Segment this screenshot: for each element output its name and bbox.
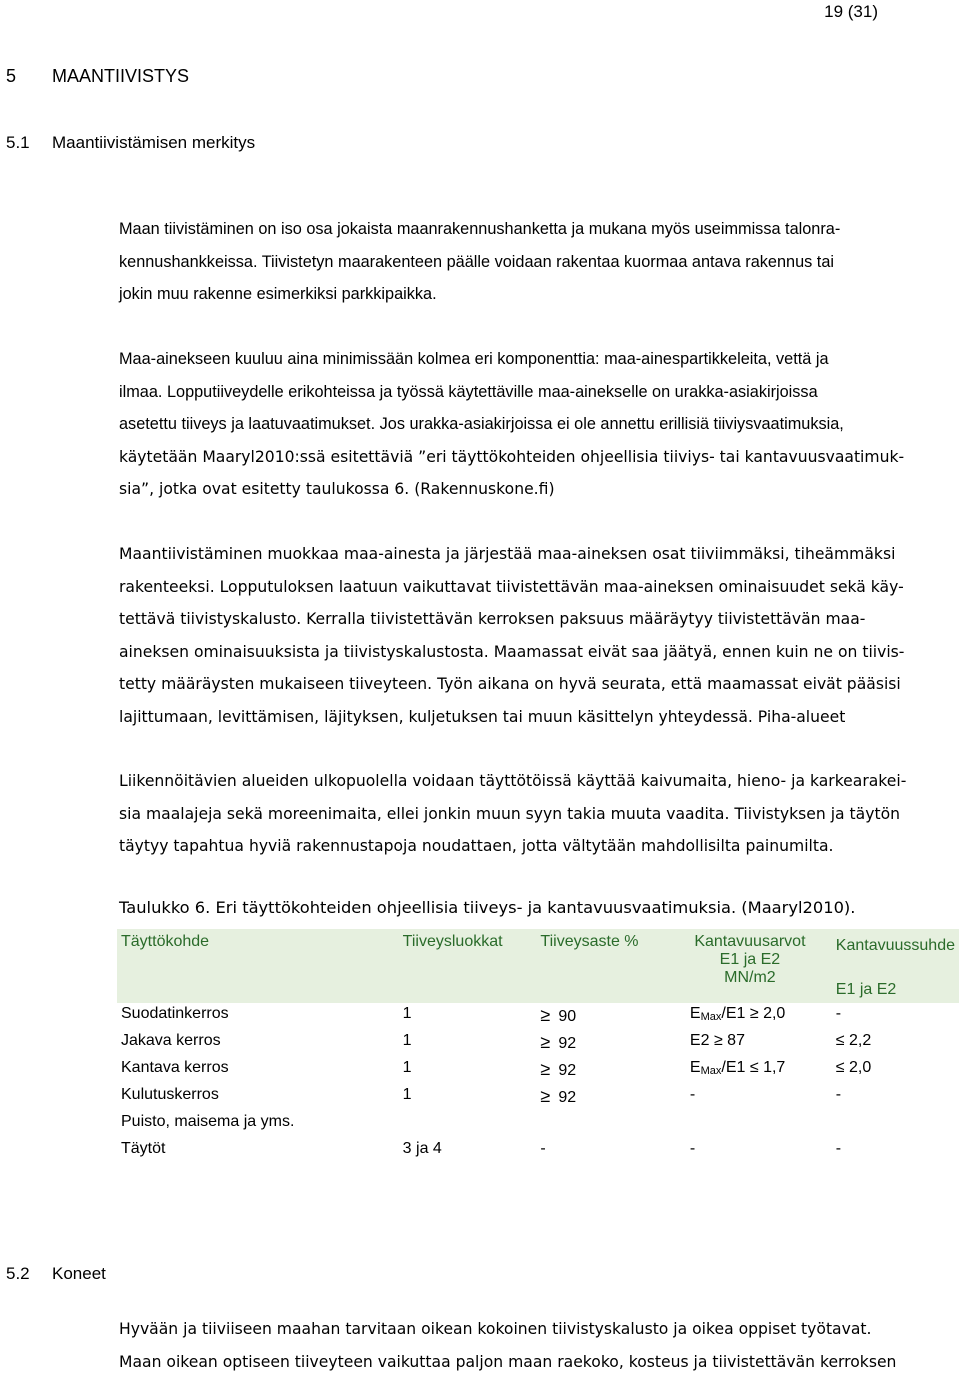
section-heading xyxy=(6,66,189,87)
table-caption: Taulukko 6. Eri täyttökohteiden ohjeellisia tiiveys- ja kantavuusvaatimuksia. (Maaryl2010). xyxy=(119,898,855,917)
text-line: Maantiivistäminen muokkaa maa-ainesta ja järjestää maa-aineksen osat tiiviimmäksi, tiheämmäksi xyxy=(119,538,919,571)
ge-symbol: ≥ xyxy=(540,1059,550,1079)
table-header-row xyxy=(117,929,959,1003)
k-sub: Max xyxy=(701,1011,722,1023)
text-line: tetty määräysten mukaiseen tiiveyteen. Työn aikana on hyvä seurata, että maamassat eivät pääsisi xyxy=(119,668,919,701)
subsection-number: 5.2 xyxy=(6,1264,52,1284)
header-kantavuusarvot-line2: E1 ja E2 xyxy=(690,951,810,969)
text-line: sia maalajeja sekä moreenimaita, ellei jonkin muun syyn takia muuta vaadita. Tiivistyksen ja täytön xyxy=(119,798,919,831)
cell-kohde: Kulutuskerros xyxy=(117,1084,399,1111)
cell-luokka: 3 ja 4 xyxy=(399,1138,537,1165)
text-line: käytetään Maaryl2010:ssä esitettäviä ”eri täyttökohteiden ohjeellisia tiiviys- tai kantavuusvaatimuk- xyxy=(119,441,919,474)
header-kantavuussuhde xyxy=(832,929,959,1003)
text-line: Maan tiivistäminen on iso osa jokaista maanrakennushanketta ja mukana myös useimmissa talonra- xyxy=(119,213,919,246)
paragraph-3 xyxy=(119,538,919,733)
cell-suhde: - xyxy=(832,1084,959,1111)
cell-aste xyxy=(536,1084,686,1111)
text-line: aineksen ominaisuuksista ja tiivistyskalustosta. Maamassat eivät saa jäätyä, ennen kuin ne on tiivis- xyxy=(119,636,919,669)
aste-value: 90 xyxy=(558,1008,576,1025)
cell-kantavuus xyxy=(686,1057,832,1084)
cell-suhde: ≤ 2,2 xyxy=(832,1030,959,1057)
subsection-title: Maantiivistämisen merkitys xyxy=(52,133,255,152)
cell-luokka xyxy=(399,1111,537,1138)
text-line: rakenteeksi. Lopputuloksen laatuun vaikuttavat tiivistettävän maa-aineksen ominaisuudet sekä käy- xyxy=(119,571,919,604)
cell-aste xyxy=(536,1030,686,1057)
page-number: 19 (31) xyxy=(824,2,878,22)
cell-aste: - xyxy=(536,1138,686,1165)
cell-kohde: Puisto, maisema ja yms. xyxy=(117,1111,399,1138)
cell-aste xyxy=(536,1057,686,1084)
text-line: jokin muu rakenne esimerkiksi parkkipaikka. xyxy=(119,278,919,311)
section-number: 5 xyxy=(6,66,52,87)
text-line: Maan oikean optiseen tiiveyteen vaikuttaa paljon maan raekoko, kosteus ja tiivistettävän kerroksen xyxy=(119,1346,919,1378)
requirements-table xyxy=(117,929,959,1165)
header-tiiveysluokat: Tiiveysluokkat xyxy=(399,929,537,1003)
aste-value: 92 xyxy=(558,1035,576,1052)
header-kantavuusarvot-line1: Kantavuusarvot xyxy=(690,933,810,951)
cell-luokka: 1 xyxy=(399,1003,537,1030)
header-tiiveysaste: Tiiveysaste % xyxy=(536,929,686,1003)
k-main: E xyxy=(690,1059,701,1076)
k-main: - xyxy=(690,1086,695,1103)
ge-symbol: ≥ xyxy=(540,1086,550,1106)
text-line: Liikennöitävien alueiden ulkopuolella voidaan täyttötöissä käyttää kaivumaita, hieno- ja karkearakei- xyxy=(119,765,919,798)
subsection-number: 5.1 xyxy=(6,133,52,153)
table-row xyxy=(117,1138,959,1165)
cell-kohde: Jakava kerros xyxy=(117,1030,399,1057)
text-line: sia”, jotka ovat esitetty taulukossa 6. (Rakennuskone.fi) xyxy=(119,473,919,506)
header-kantavuusarvot-line3: MN/m2 xyxy=(690,969,810,987)
table-row xyxy=(117,1030,959,1057)
cell-kantavuus xyxy=(686,1003,832,1030)
k-main: E2 ≥ 87 xyxy=(690,1032,745,1049)
header-kantavuusarvot xyxy=(686,929,832,1003)
text-line: asetettu tiiveys ja laatuvaatimukset. Jos urakka-asiakirjoissa ei ole annettu erillisiä tiiviysvaatimuksia, xyxy=(119,408,919,441)
subsection-heading xyxy=(6,1264,106,1284)
cell-kohde: Täytöt xyxy=(117,1138,399,1165)
k-rest: /E1 ≥ 2,0 xyxy=(721,1005,785,1022)
aste-value: 92 xyxy=(558,1089,576,1106)
k-rest: /E1 ≤ 1,7 xyxy=(721,1059,785,1076)
cell-luokka: 1 xyxy=(399,1084,537,1111)
text-line: Maa-ainekseen kuuluu aina minimissään kolmea eri komponenttia: maa-ainespartikkeleita, vettä ja xyxy=(119,343,919,376)
paragraph-5 xyxy=(119,1313,919,1378)
text-line: Hyvään ja tiiviiseen maahan tarvitaan oikean kokoinen tiivistyskalusto ja oikea oppiset työtavat. xyxy=(119,1313,919,1346)
cell-luokka: 1 xyxy=(399,1030,537,1057)
cell-suhde: - xyxy=(832,1138,959,1165)
text-line: tettävä tiivistyskalusto. Kerralla tiivistettävän kerroksen paksuus määräytyy tiivistettävän maa- xyxy=(119,603,919,636)
table-row xyxy=(117,1003,959,1030)
cell-kantavuus xyxy=(686,1030,832,1057)
text-line: ilmaa. Lopputiiveydelle erikohteissa ja työssä käytettäville maa-ainekselle on urakka-asiakirjoissa xyxy=(119,376,919,409)
ge-symbol: ≥ xyxy=(540,1032,550,1052)
cell-kohde: Suodatinkerros xyxy=(117,1003,399,1030)
k-sub: Max xyxy=(701,1065,722,1077)
cell-suhde: - xyxy=(832,1003,959,1030)
header-kantavuussuhde-line2: E1 ja E2 xyxy=(836,981,955,999)
text-line: kennushankkeissa. Tiivistetyn maarakenteen päälle voidaan rakentaa kuormaa antava rakennus tai xyxy=(119,246,919,279)
ge-symbol: ≥ xyxy=(540,1005,550,1025)
text-line: täytyy tapahtua hyviä rakennustapoja noudattaen, jotta vältytään mahdollisilta painumilta. xyxy=(119,830,919,863)
cell-kantavuus: - xyxy=(686,1138,832,1165)
cell-kohde: Kantava kerros xyxy=(117,1057,399,1084)
cell-luokka: 1 xyxy=(399,1057,537,1084)
cell-kantavuus xyxy=(686,1084,832,1111)
subsection-title: Koneet xyxy=(52,1264,106,1283)
subsection-heading xyxy=(6,133,255,153)
header-tayttokohde: Täyttökohde xyxy=(117,929,399,1003)
aste-value: 92 xyxy=(558,1062,576,1079)
text-line: lajittumaan, levittämisen, läjityksen, kuljetuksen tai muun käsittelyn yhteydessä. Piha-alueet xyxy=(119,701,919,734)
section-title: MAANTIIVISTYS xyxy=(52,66,189,86)
cell-aste xyxy=(536,1003,686,1030)
table-row xyxy=(117,1057,959,1084)
paragraph-1 xyxy=(119,213,919,311)
cell-suhde xyxy=(832,1111,959,1138)
paragraph-2 xyxy=(119,343,919,506)
cell-aste xyxy=(536,1111,686,1138)
header-kantavuussuhde-line1: Kantavuussuhde xyxy=(836,937,955,955)
k-main: E xyxy=(690,1005,701,1022)
table-row xyxy=(117,1111,959,1138)
paragraph-4 xyxy=(119,765,919,863)
table-row xyxy=(117,1084,959,1111)
cell-kantavuus xyxy=(686,1111,832,1138)
cell-suhde: ≤ 2,0 xyxy=(832,1057,959,1084)
